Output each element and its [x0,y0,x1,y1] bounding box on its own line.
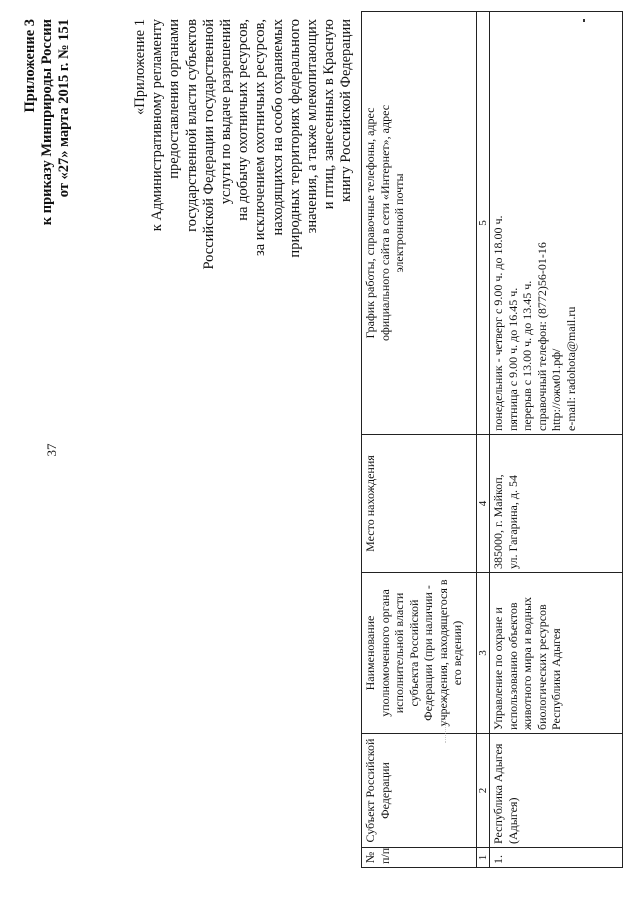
column-number: 1 [477,848,490,868]
page-number: 37 [44,443,59,457]
annex-line: к Административному регламенту [149,19,166,232]
annex-line: на добычу охотничьих ресурсов, [235,19,252,221]
table-row [490,12,623,868]
header-text: № [363,851,377,864]
cell-text: (Адыгея) [505,797,520,844]
column-number: 5 [477,12,490,435]
cell-text: справочный телефон: (8772)56-01-16 [534,242,549,431]
header-cell-subject [362,734,477,848]
annex-line: и птиц, занесенных в Красную [321,19,338,210]
annex-line: государственной власти субъектов [183,19,200,232]
header-text: электронной почты [392,173,406,273]
header-text: субъекта Российской [406,599,421,707]
annex-line: предоставления органами [166,19,183,179]
annex-line: «Приложение 1 [132,19,148,115]
cell-text: перерыв с 13.00 ч. до 13.45 ч. [520,280,534,431]
pencil-mark [445,703,456,743]
header-line: Приложение 3 [22,19,38,113]
header-text: уполномоченного органа [377,589,392,717]
annex-line: Российской Федерации государственной [200,19,217,270]
annex-reference [132,19,356,425]
cell-text: пятница с 9.00 ч. до 16.45 ч. [505,287,520,431]
row-organ [490,573,623,734]
row-number: 1. [490,848,623,868]
cell-text: биологических ресурсов [534,604,549,730]
header-text: учреждения, находящегося в [435,579,450,727]
header-text: официального сайта в сети «Интернет», адрес [377,104,392,342]
appendix-header [22,19,73,435]
authorities-table [361,11,623,868]
website-link: http://ожм01.рф/ [549,348,563,431]
column-number: 3 [477,573,490,734]
cell-text: использованию объектов [505,602,520,730]
cell-text: понедельник - четверг с 9.00 ч. до 18.00 ч. [491,215,505,431]
header-line: от «27» марта 2015 г. № 151 [56,19,72,198]
column-number-row [477,12,490,868]
header-text: Место нахождения [363,455,377,552]
header-text: его ведении) [450,620,464,686]
header-line: к приказу Минприроды России [39,19,55,226]
header-text: Наименование [363,615,377,691]
email-address: e-mail: radohota@mail.ru [563,306,578,431]
cell-text: Республики Адыгея [549,628,563,730]
annex-line: услуги по выдаче разрешений [218,19,235,205]
header-text: п/п [377,847,392,864]
row-location [490,435,623,573]
header-text: исполнительной власти [392,592,406,714]
row-subject [490,734,623,848]
header-cell-schedule [362,12,477,435]
cell-text: Управление по охране и [491,607,505,730]
annex-line: за исключением охотничьих ресурсов, [252,19,269,257]
cell-text: Республика Адыгея [491,743,505,844]
annex-line: значения, а также млекопитающих [304,19,321,234]
cell-text: ул. Гагарина, д. 54 [505,475,520,569]
header-cell-num [362,848,477,868]
cell-text: животного мира и водных [520,596,534,730]
header-cell-organ [362,573,477,734]
row-schedule [490,12,623,435]
header-text: Федерации (при наличии - [421,585,435,721]
cell-text: 385000, г. Майкоп, [491,474,505,569]
annex-line: книгу Российской Федерации [338,19,355,202]
header-text: Федерации [377,762,392,819]
column-number: 4 [477,435,490,573]
column-number: 2 [477,734,490,848]
header-text: Субъект Российской [363,738,377,843]
annex-line: находящихся на особо охраняемых [269,19,286,236]
table-header-row [362,12,477,868]
header-cell-location [362,435,477,573]
annex-line: природных территориях федерального [286,19,303,258]
header-text: График работы, справочные телефоны, адрес [363,107,377,339]
scan-speck [583,19,585,22]
